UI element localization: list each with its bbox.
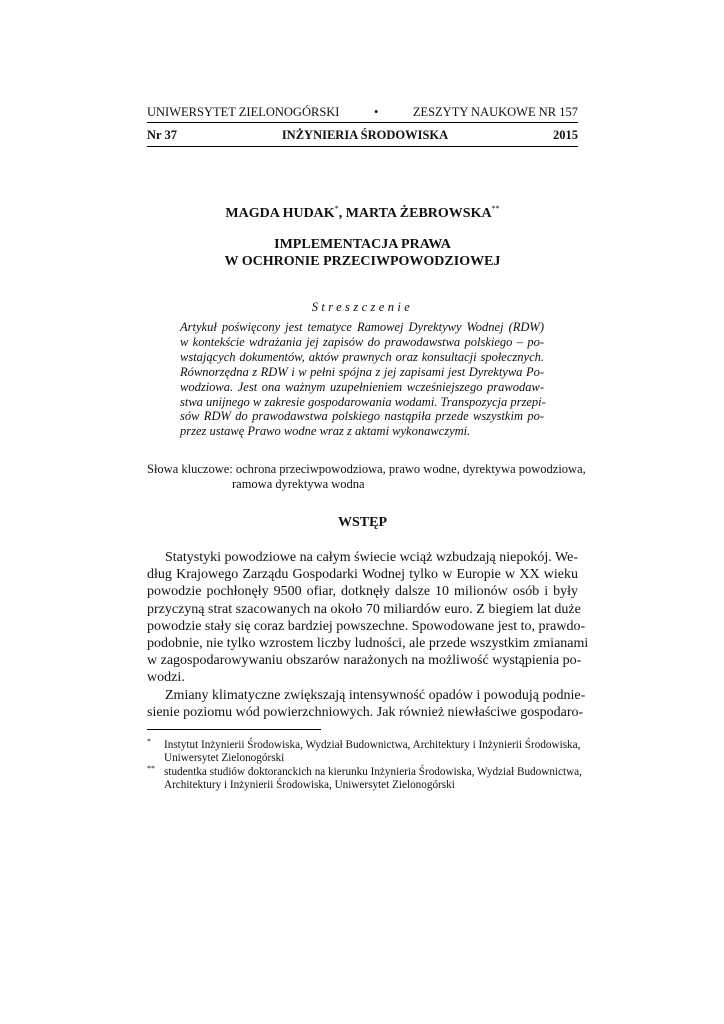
keywords-line-2: ramowa dyrektywa wodna (232, 477, 365, 491)
abstract-line: wodziowa. Jest ona ważnym uzupełnieniem wcześniejszego prawodaw- (180, 379, 544, 394)
abstract-line: sów RDW do prawodawstwa polskiego nastąpiła przede wszystkim po- (180, 409, 544, 424)
title-line-1: IMPLEMENTACJA PRAWA (274, 237, 451, 252)
author-separator: , (338, 206, 346, 221)
body-line: podobnie, nie tylko wzrostem liczby ludności, ale przede wszystkim zmianami (147, 636, 589, 652)
abstract-text (180, 320, 544, 439)
body-line: w zagospodarowywaniu obszarów narażonych na możliwość wystąpienia po- (147, 653, 582, 669)
header-field: INŻYNIERIA ŚRODOWISKA (281, 128, 449, 142)
body-text (147, 549, 589, 721)
authors (147, 204, 578, 222)
body-line: powodzie stały się coraz bardziej powszechne. Spowodowane jest to, prawdo- (147, 618, 586, 634)
abstract-line: przez ustawę Prawo wodne wraz z aktami wykonawczymi. (180, 424, 471, 439)
body-line: powodzie pochłonęły 9500 ofiar, dotknęły dalsze 10 milionów osób i były (147, 584, 578, 600)
body-line: Zmiany klimatyczne zwiększają intensywność opadów i powodują podnie- (165, 687, 586, 703)
body-line: sienie poziomu wód powierzchniowych. Jak również niewłaściwe gospodaro- (147, 704, 584, 720)
author-2-footnote-mark: ** (491, 204, 500, 213)
abstract-heading: Streszczenie (311, 300, 414, 314)
footnote-2-mark: ** (147, 764, 155, 773)
header-rule-top (147, 122, 578, 123)
header-bullet: • (373, 105, 379, 119)
footnote-2-line-2: Architektury i Inżynierii Środowiska, Uniwersytet Zielonogórski (164, 779, 455, 791)
header-university: UNIWERSYTET ZIELONOGÓRSKI (147, 105, 340, 119)
running-header (147, 105, 578, 120)
body-line: Statystyki powodziowe na całym świecie wciąż wzbudzają niepokój. We- (165, 550, 578, 565)
abstract-line: Równorzędna z RDW i w pełni spójna z jej zapisami jest Dyrektywa Po- (180, 364, 544, 379)
paper-title (147, 236, 578, 270)
footnote-2-line-1: studentka studiów doktoranckich na kierunku Inżynieria Środowiska, Wydział Budownictwa, (164, 766, 582, 778)
body-line: przyczyną strat szacowanych na około 70 miliardów euro. Z biegiem lat duże (147, 601, 581, 617)
footnote-1-line-1: Instytut Inżynierii Środowiska, Wydział Budownictwa, Architektury i Inżynierii Środowiska, (164, 739, 581, 751)
keywords-line-1: Słowa kluczowe: ochrona przeciwpowodziowa, prawo wodne, dyrektywa powodziowa, (147, 462, 586, 476)
footnote-rule (147, 729, 321, 730)
author-1-footnote-mark: * (334, 204, 339, 213)
body-line: wodzi. (147, 670, 185, 686)
abstract-line: Artykuł poświęcony jest tematyce Ramowej Dyrektywy Wodnej (RDW) (180, 320, 544, 334)
abstract-line: stwa unijnego w zakresie gospodarowania wodami. Transpozycja przepi- (180, 394, 546, 409)
footnote-1-mark: * (147, 737, 151, 746)
footnote-2 (147, 764, 582, 792)
section-heading: WSTĘP (337, 515, 387, 530)
body-line: dług Krajowego Zarządu Gospodarki Wodnej tylko w Europie w XX wieku (147, 567, 578, 583)
footnote-1 (147, 737, 581, 765)
footnote-1-line-2: Uniwersytet Zielonogórski (164, 752, 285, 764)
author-2: MARTA ŻEBROWSKA (345, 206, 492, 221)
keywords (147, 462, 586, 492)
header-rule-bottom (147, 146, 578, 147)
header-number: Nr 37 (147, 128, 177, 142)
issue-header (147, 128, 578, 143)
abstract-line: wstających dokumentów, aktów prawnych oraz konsultacji społecznych. (180, 349, 544, 364)
title-line-2: W OCHRONIE PRZECIWPOWODZIOWEJ (224, 254, 501, 269)
header-year: 2015 (553, 128, 578, 142)
header-series: ZESZYTY NAUKOWE NR 157 (412, 105, 578, 119)
abstract-line: w kontekście wdrażania jej zapisów do prawodawstwa polskiego – po- (180, 334, 544, 349)
author-1: MAGDA HUDAK (225, 206, 335, 221)
